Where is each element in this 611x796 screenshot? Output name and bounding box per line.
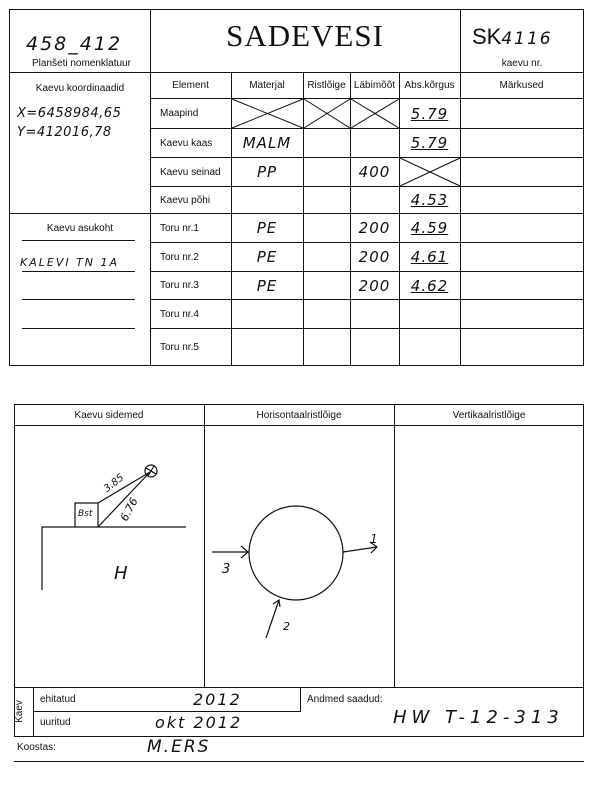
table-header-cell: Märkused bbox=[499, 80, 544, 91]
table-cell-cross bbox=[303, 129, 350, 157]
row-element-label: Toru nr.1 bbox=[160, 222, 199, 234]
data-value: HW T-12-313 bbox=[393, 707, 564, 728]
well-prefix: SK bbox=[472, 24, 502, 49]
table-cell-diameter bbox=[350, 187, 399, 213]
table-cell-cross bbox=[303, 300, 350, 328]
row-element-label: Toru nr.4 bbox=[160, 308, 199, 320]
well-number bbox=[472, 24, 553, 50]
kaev-label: Kaev bbox=[13, 700, 25, 723]
table-header-cell: Läbimõõt bbox=[353, 80, 396, 91]
sheet-number: 458_412 bbox=[26, 33, 123, 55]
table-header-cell: Element bbox=[172, 80, 209, 91]
well-circle bbox=[249, 506, 343, 600]
built-label: ehitatud bbox=[40, 694, 76, 705]
table-cell-height bbox=[399, 158, 460, 186]
well-symbol bbox=[145, 465, 157, 477]
coords-label: Kaevu koordinaadid bbox=[35, 83, 125, 94]
table-cell-diameter bbox=[350, 99, 399, 128]
table-cell-notes bbox=[460, 187, 583, 213]
table-header-cell: Materjal bbox=[249, 80, 285, 91]
coord-x: X=6458984,65 bbox=[17, 106, 122, 121]
table-cell-diameter bbox=[350, 329, 399, 366]
table-cell-material: PE bbox=[256, 219, 278, 237]
table-cell-notes bbox=[460, 329, 583, 366]
table-cell-cross bbox=[303, 214, 350, 242]
table-cell-material bbox=[231, 300, 303, 328]
table-cell-diameter: 200 bbox=[358, 219, 391, 237]
table-cell-notes bbox=[460, 243, 583, 271]
table-header-cell: Ristlõige bbox=[307, 80, 346, 91]
table-cell-height: 5.79 bbox=[410, 104, 449, 123]
table-cell-cross bbox=[303, 272, 350, 299]
table-cell-cross bbox=[303, 187, 350, 213]
row-element-label: Toru nr.3 bbox=[160, 280, 199, 291]
row-element-label: Kaevu põhi bbox=[160, 194, 211, 206]
table-cell-height: 4.53 bbox=[410, 191, 449, 209]
table-cell-material: PE bbox=[256, 276, 278, 295]
row-element-label: Kaevu kaas bbox=[160, 137, 213, 149]
table-cell-notes bbox=[460, 129, 583, 157]
table-cell-diameter bbox=[350, 300, 399, 328]
surveyed-value: okt 2012 bbox=[155, 713, 243, 732]
table-cell-cross bbox=[303, 158, 350, 186]
table-cell-diameter: 200 bbox=[358, 248, 391, 266]
table-cell-height: 4.61 bbox=[410, 248, 449, 266]
sketch-col-vertical: Vertikaalristlõige bbox=[452, 410, 526, 421]
author-label: Koostas: bbox=[17, 742, 56, 753]
row-element-label: Maapind bbox=[160, 108, 199, 119]
location-label: Kaevu asukoht bbox=[46, 223, 114, 234]
dim-label-1: 3.85 bbox=[101, 472, 127, 495]
table-cell-material bbox=[231, 329, 303, 366]
building-label: Bst bbox=[78, 509, 93, 519]
pipe-label-3: 3 bbox=[222, 562, 233, 577]
table-cell-notes bbox=[460, 99, 583, 128]
sketch-col-links: Kaevu sidemed bbox=[74, 410, 144, 421]
table-cell-diameter: 200 bbox=[358, 276, 391, 295]
house-letter: H bbox=[114, 563, 130, 584]
built-value: 2012 bbox=[193, 690, 242, 709]
well-number-value: 4116 bbox=[501, 29, 553, 49]
table-cell-cross bbox=[303, 329, 350, 366]
pipe-label-1: 1 bbox=[370, 532, 380, 546]
form-title: SADEVESI bbox=[226, 18, 384, 53]
table-cell-notes bbox=[460, 214, 583, 242]
table-cell-height: 4.59 bbox=[410, 219, 449, 237]
location-value: KALEVI TN 1A bbox=[20, 256, 120, 269]
table-cell-notes bbox=[460, 158, 583, 186]
pipe-label-2: 2 bbox=[283, 620, 292, 633]
sketch-col-horizontal: Horisontaalristlõige bbox=[256, 410, 342, 421]
table-cell-material: PP bbox=[256, 163, 278, 181]
table-cell-height bbox=[399, 329, 460, 366]
table-cell-material bbox=[231, 187, 303, 213]
table-cell-height: 4.62 bbox=[410, 276, 449, 295]
table-cell-cross bbox=[303, 243, 350, 271]
table-cell-diameter bbox=[350, 129, 399, 157]
table-cell-diameter: 400 bbox=[358, 163, 391, 181]
table-cell-notes bbox=[460, 300, 583, 328]
table-cell-cross bbox=[303, 99, 350, 128]
row-element-label: Kaevu seinad bbox=[160, 166, 221, 178]
table-cell-material bbox=[231, 99, 303, 128]
coord-y: Y=412016,78 bbox=[17, 125, 112, 140]
table-cell-height: 5.79 bbox=[410, 134, 449, 152]
sheet-label: Planšeti nomenklatuur bbox=[32, 58, 131, 69]
data-label: Andmed saadud: bbox=[307, 694, 383, 705]
surveyed-label: uuritud bbox=[40, 717, 71, 728]
row-element-label: Toru nr.2 bbox=[160, 251, 199, 263]
table-cell-material: PE bbox=[256, 248, 278, 266]
table-cell-notes bbox=[460, 272, 583, 299]
well-label: kaevu nr. bbox=[501, 58, 543, 69]
table-cell-height bbox=[399, 300, 460, 328]
author-value: M.ERS bbox=[147, 737, 211, 757]
table-header-cell: Abs.kõrgus bbox=[404, 80, 455, 91]
dim-label-2: 6.76 bbox=[117, 495, 141, 524]
row-element-label: Toru nr.5 bbox=[160, 342, 199, 353]
table-cell-material: MALM bbox=[242, 134, 292, 152]
